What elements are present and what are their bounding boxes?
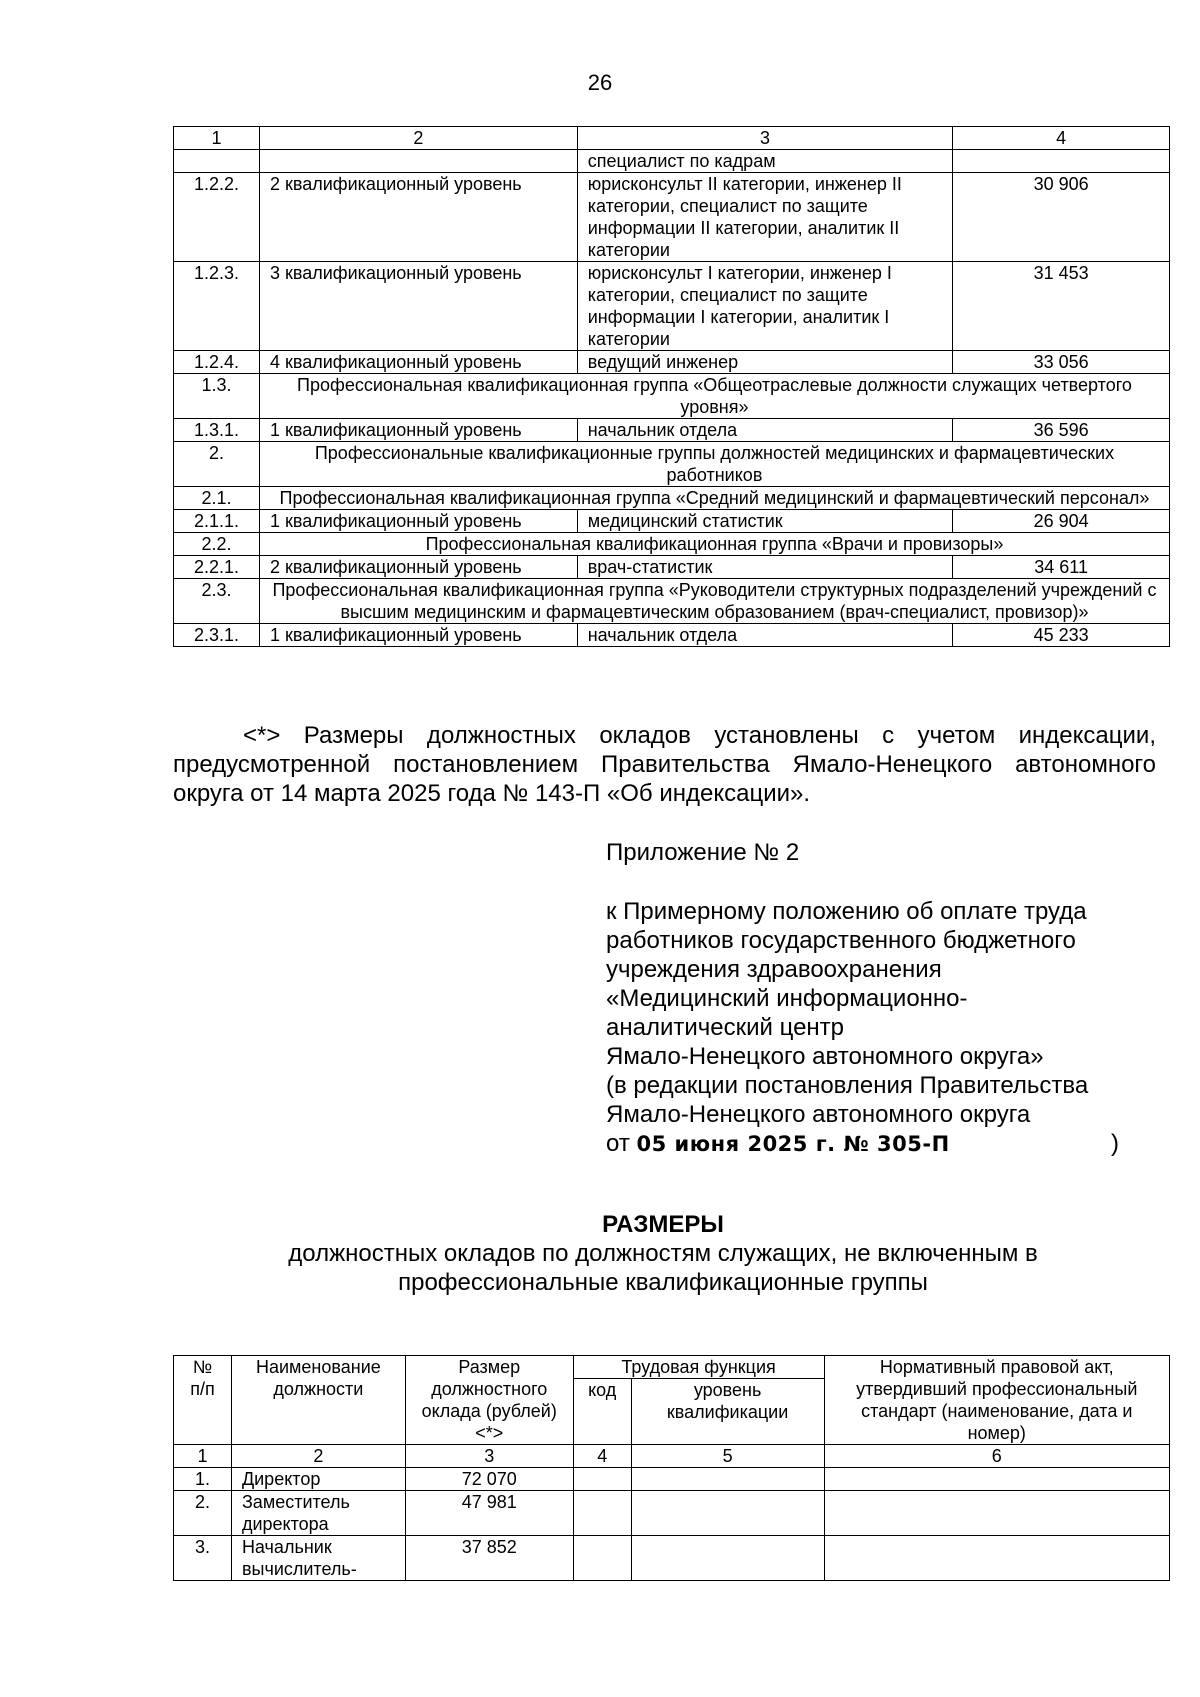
row-level: 4 квалификационный уровень [259, 351, 577, 374]
group-row [174, 374, 1170, 419]
row-num [174, 150, 260, 173]
row-level: 1 квалификационный уровень [259, 624, 577, 647]
row-positions: специалист по кадрам [577, 150, 953, 173]
salary-table-professional-groups [173, 126, 1170, 647]
appendix-line: «Медицинский информационно- [606, 985, 968, 1012]
row-num: 1.2.3. [174, 262, 260, 351]
colnum: 1 [174, 1445, 232, 1468]
row-num: 2.3. [174, 579, 260, 624]
row-level: 1 квалификационный уровень [259, 419, 577, 442]
row-num: 1. [174, 1468, 232, 1491]
row-num: 1.2.4. [174, 351, 260, 374]
row-num: 2.1.1. [174, 510, 260, 533]
row-amount: 33 056 [953, 351, 1170, 374]
header-function: Трудовая функция [573, 1356, 824, 1379]
section-heading [0, 1210, 1200, 1297]
row-num: 2. [174, 1491, 232, 1536]
date-value: 05 июня 2025 г. № 305-П [636, 1132, 950, 1156]
table-row [174, 262, 1170, 351]
row-code [573, 1491, 631, 1536]
row-amount: 36 596 [953, 419, 1170, 442]
colnum: 4 [573, 1445, 631, 1468]
group-row [174, 533, 1170, 556]
group-title: Профессиональная квалификационная группа «Врачи и провизоры» [259, 533, 1169, 556]
row-level [631, 1468, 824, 1491]
column-number: 2 [259, 127, 577, 150]
row-num: 1.3. [174, 374, 260, 419]
group-row [174, 579, 1170, 624]
row-amount: 31 453 [953, 262, 1170, 351]
row-positions: медицинский статистик [577, 510, 953, 533]
row-num: 1.2.2. [174, 173, 260, 262]
row-positions: врач-статистик [577, 556, 953, 579]
row-salary: 72 070 [405, 1468, 573, 1491]
row-code [573, 1468, 631, 1491]
footnote-text: <*> Размеры должностных окладов установлены с учетом индексации, предусмотренной постановлением Правительства Ямало-Ненецкого автономного округа от 14 марта 2025 года № 143-П «Об индексации». [173, 722, 1156, 807]
row-num: 2.2.1. [174, 556, 260, 579]
header-code: код [573, 1379, 631, 1445]
group-row [174, 487, 1170, 510]
appendix-line: (в редакции постановления Правительства [606, 1072, 1089, 1099]
appendix-line: работников государственного бюджетного [606, 927, 1076, 954]
group-row [174, 442, 1170, 487]
row-positions: юрисконсульт I категории, инженер I категории, специалист по защите информации I категории, аналитик I категории [577, 262, 953, 351]
appendix-block [606, 838, 1166, 1159]
table-header-row [174, 127, 1170, 150]
table-row [174, 1536, 1170, 1581]
row-level: 2 квалификационный уровень [259, 173, 577, 262]
table-row [174, 351, 1170, 374]
table-row [174, 510, 1170, 533]
header-num: № п/п [174, 1356, 232, 1445]
row-code [573, 1536, 631, 1581]
colnum: 5 [631, 1445, 824, 1468]
table-row [174, 1491, 1170, 1536]
row-level [631, 1536, 824, 1581]
heading-line: профессиональные квалификационные группы [398, 1269, 928, 1296]
colnum: 6 [824, 1445, 1169, 1468]
column-number: 3 [577, 127, 953, 150]
row-positions: начальник отдела [577, 419, 953, 442]
row-num: 1.3.1. [174, 419, 260, 442]
group-title: Профессиональные квалификационные группы должностей медицинских и фармацевтических работников [259, 442, 1169, 487]
row-act [824, 1536, 1169, 1581]
row-level: 2 квалификационный уровень [259, 556, 577, 579]
table-row [174, 150, 1170, 173]
column-number: 1 [174, 127, 260, 150]
row-num: 2. [174, 442, 260, 487]
appendix-line: Ямало-Ненецкого автономного округа» [606, 1043, 1044, 1070]
row-num: 2.1. [174, 487, 260, 510]
row-level [259, 150, 577, 173]
appendix-line: учреждения здравоохранения [606, 956, 942, 983]
appendix-title: Приложение № 2 [606, 839, 800, 866]
row-num: 3. [174, 1536, 232, 1581]
date-suffix: ) [1111, 1130, 1119, 1157]
row-salary: 37 852 [405, 1536, 573, 1581]
row-level: 3 квалификационный уровень [259, 262, 577, 351]
header-name: Наименование должности [231, 1356, 405, 1445]
salary-table-other-positions [173, 1355, 1170, 1581]
row-name: Начальник вычислитель- [231, 1536, 405, 1581]
row-level [631, 1491, 824, 1536]
group-title: Профессиональная квалификационная группа «Руководители структурных подразделений учреждений с высшим медицинским и фармацевтическим образованием (врач-специалист, провизор)» [259, 579, 1169, 624]
footnote [173, 721, 1156, 808]
table-row [174, 1468, 1170, 1491]
row-num: 2.3.1. [174, 624, 260, 647]
row-positions: начальник отдела [577, 624, 953, 647]
table-row [174, 173, 1170, 262]
group-title: Профессиональная квалификационная группа «Средний медицинский и фармацевтический персонал» [259, 487, 1169, 510]
table-row [174, 419, 1170, 442]
table-row [174, 556, 1170, 579]
heading-title: РАЗМЕРЫ [602, 1211, 724, 1238]
table-row [174, 624, 1170, 647]
row-amount: 34 611 [953, 556, 1170, 579]
row-salary: 47 981 [405, 1491, 573, 1536]
row-name: Директор [231, 1468, 405, 1491]
row-act [824, 1468, 1169, 1491]
row-positions: юрисконсульт II категории, инженер II категории, специалист по защите информации II категории, аналитик II категории [577, 173, 953, 262]
row-amount [953, 150, 1170, 173]
row-positions: ведущий инженер [577, 351, 953, 374]
row-amount: 45 233 [953, 624, 1170, 647]
date-prefix: от [606, 1130, 630, 1157]
row-amount: 26 904 [953, 510, 1170, 533]
appendix-line: Ямало-Ненецкого автономного округа [606, 1101, 1031, 1128]
header-act: Нормативный правовой акт, утвердивший профессиональный стандарт (наименование, дата и номер) [824, 1356, 1169, 1445]
appendix-line: аналитический центр [606, 1014, 845, 1041]
colnum: 2 [231, 1445, 405, 1468]
page-number: 26 [587, 70, 613, 95]
row-level: 1 квалификационный уровень [259, 510, 577, 533]
row-num: 2.2. [174, 533, 260, 556]
colnum: 3 [405, 1445, 573, 1468]
header-salary: Размер должностного оклада (рублей) <*> [405, 1356, 573, 1445]
appendix-date-line [606, 1129, 1166, 1159]
header-level: уровень квалификации [631, 1379, 824, 1445]
row-name: Заместитель директора [231, 1491, 405, 1536]
appendix-line: к Примерному положению об оплате труда [606, 898, 1087, 925]
row-amount: 30 906 [953, 173, 1170, 262]
row-act [824, 1491, 1169, 1536]
group-title: Профессиональная квалификационная группа «Общеотраслевые должности служащих четвертого уровня» [259, 374, 1169, 419]
column-number: 4 [953, 127, 1170, 150]
heading-line: должностных окладов по должностям служащих, не включенным в [288, 1240, 1038, 1267]
appendix-reference [606, 897, 1166, 1159]
